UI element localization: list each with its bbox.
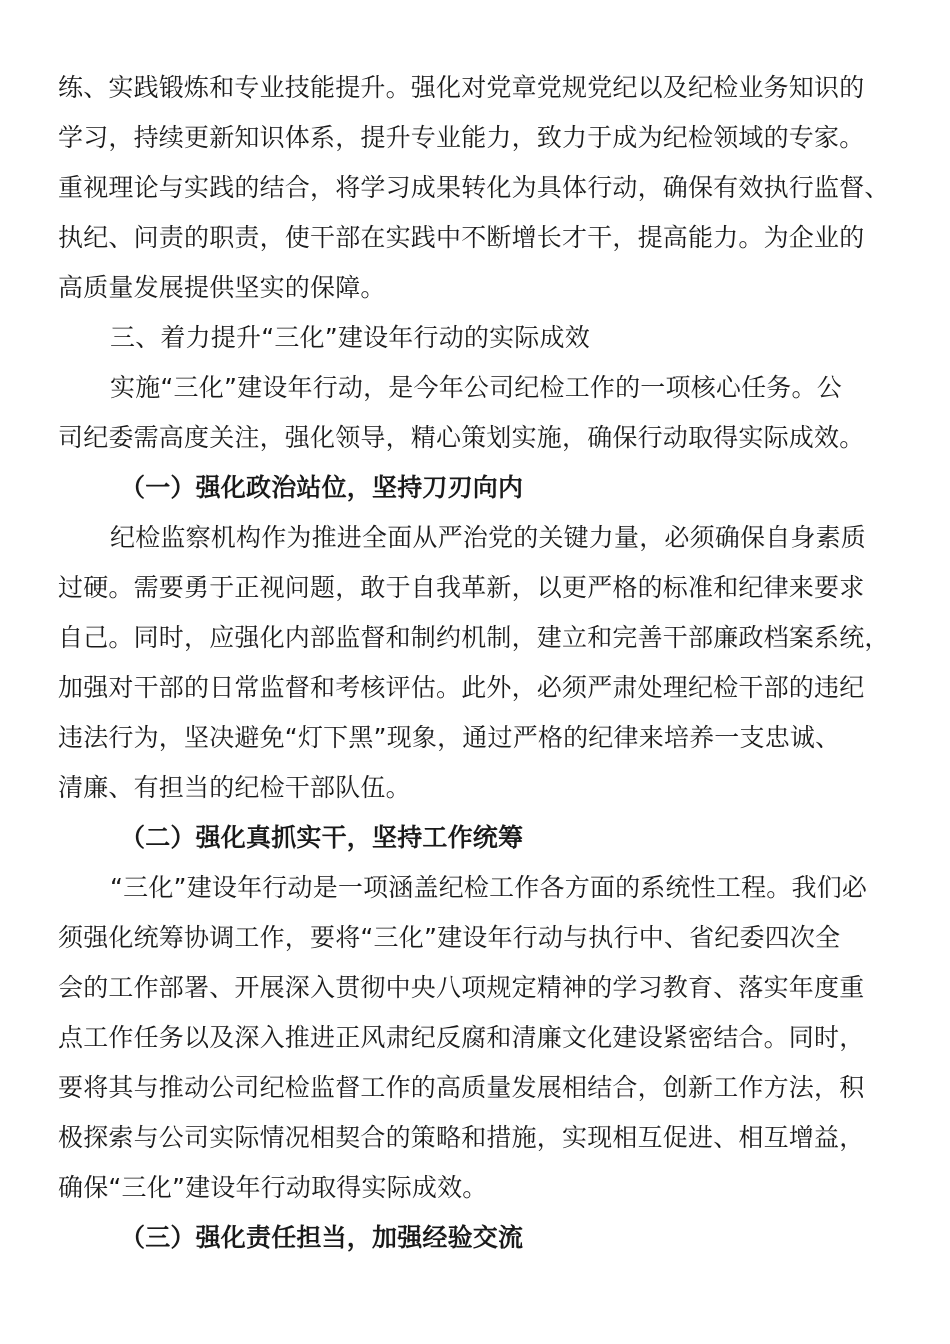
- body-text-line: “三化”建设年行动是一项涵盖纪检工作各方面的系统性工程。我们必: [110, 873, 868, 902]
- section-heading: 三、着力提升“三化”建设年行动的实际成效: [110, 323, 590, 352]
- body-text-line: 加强对干部的日常监督和考核评估。此外，必须严肃处理纪检干部的违纪: [58, 673, 865, 702]
- body-text-line: 须强化统筹协调工作，要将“三化”建设年行动与执行中、省纪委四次全: [58, 923, 841, 952]
- body-text-line: 会的工作部署、开展深入贯彻中央八项规定精神的学习教育、落实年度重: [58, 973, 865, 1002]
- body-text-line: 要将其与推动公司纪检监督工作的高质量发展相结合，创新工作方法，积: [58, 1073, 865, 1102]
- body-text-line: 纪检监察机构作为推进全面从严治党的关键力量，必须确保自身素质: [110, 523, 867, 552]
- body-text-line: 确保“三化”建设年行动取得实际成效。: [58, 1173, 488, 1202]
- body-text-line: 实施“三化”建设年行动，是今年公司纪检工作的一项核心任务。公: [110, 373, 842, 402]
- body-text-line: 极探索与公司实际情况相契合的策略和措施，实现相互促进、相互增益，: [58, 1123, 865, 1152]
- body-text-line: 自己。同时，应强化内部监督和制约机制，建立和完善干部廉政档案系统，: [58, 623, 890, 652]
- body-text-line: 过硬。需要勇于正视问题，敢于自我革新，以更严格的标准和纪律来要求: [58, 573, 865, 602]
- body-text-line: 执纪、问责的职责，使干部在实践中不断增长才干，提高能力。为企业的: [58, 223, 865, 252]
- subsection-heading: （一）强化政治站位，坚持刀刃向内: [120, 473, 524, 502]
- body-text-line: 违法行为，坚决避免“灯下黑”现象，通过严格的纪律来培养一支忠诚、: [58, 723, 841, 752]
- body-text-line: 点工作任务以及深入推进正风肃纪反腐和清廉文化建设紧密结合。同时，: [58, 1023, 865, 1052]
- body-text-line: 司纪委需高度关注，强化领导，精心策划实施，确保行动取得实际成效。: [58, 423, 865, 452]
- body-text-line: 重视理论与实践的结合，将学习成果转化为具体行动，确保有效执行监督、: [58, 173, 890, 202]
- subsection-heading: （三）强化责任担当，加强经验交流: [120, 1223, 524, 1252]
- body-text-line: 清廉、有担当的纪检干部队伍。: [58, 773, 411, 802]
- body-text-line: 练、实践锻炼和专业技能提升。强化对党章党规党纪以及纪检业务知识的: [58, 73, 865, 102]
- body-text-line: 学习，持续更新知识体系，提升专业能力，致力于成为纪检领域的专家。: [58, 123, 865, 152]
- body-text-line: 高质量发展提供坚实的保障。: [58, 273, 386, 302]
- subsection-heading: （二）强化真抓实干，坚持工作统筹: [120, 823, 524, 852]
